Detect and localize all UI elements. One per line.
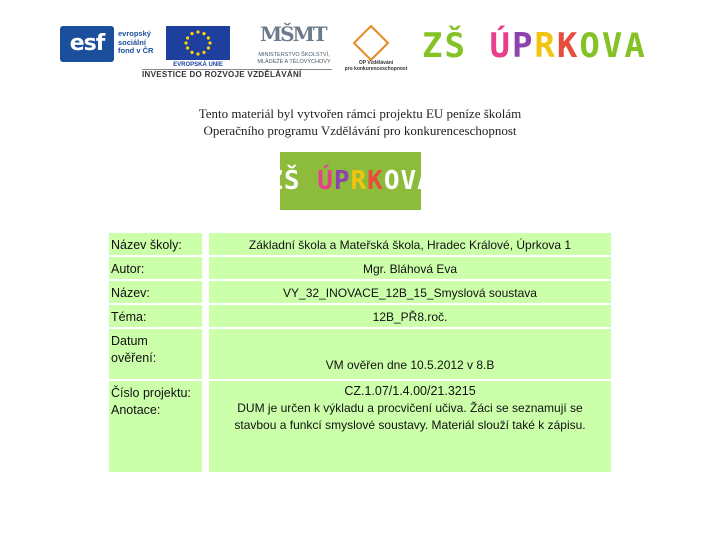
esf-line: evropský [118, 29, 151, 38]
verification-date-label [109, 329, 202, 379]
green-logo-letter: P [333, 166, 351, 196]
table-row [109, 381, 611, 472]
brand-letter: Ú [489, 26, 512, 66]
table-row [109, 257, 611, 279]
school-logo-box [267, 152, 434, 210]
msmt-text [254, 52, 334, 66]
verification-date-label-line: ověření: [111, 351, 157, 365]
green-logo-letter [301, 166, 318, 196]
eu-logo [166, 26, 230, 74]
title-value: VY_32_INOVACE_12B_15_Smyslová soustava [209, 281, 611, 303]
op-text [340, 60, 412, 72]
project-number-label: Číslo projektu: [111, 386, 191, 400]
op-line: pro konkurenceschopnost [344, 66, 408, 72]
green-logo-letter: Z [267, 166, 284, 196]
green-logo-letter: R [350, 166, 368, 196]
table-row [109, 329, 611, 379]
green-logo-letter: K [367, 166, 384, 196]
esf-logo [60, 26, 160, 72]
eu-flag-icon [166, 26, 230, 60]
table-row [109, 281, 611, 303]
verification-date-label-line: Datum [111, 334, 148, 348]
school-name-value: Základní škola a Mateřská škola, Hradec Králové, Úprkova 1 [209, 233, 611, 255]
msmt-logo [254, 22, 334, 72]
esf-line: fond v ČR [118, 46, 154, 55]
school-brand-logo [422, 26, 647, 66]
intro-line-1: Tento materiál byl vytvořen rámci projektu EU peníze školám [198, 106, 522, 121]
eu-caption: EVROPSKÁ UNIE [173, 62, 223, 68]
brand-letter: Z [422, 26, 445, 66]
green-logo-letter: Š [283, 166, 301, 196]
esf-text [118, 30, 153, 56]
esf-line: sociální [118, 37, 146, 47]
intro-text [150, 105, 570, 139]
msmt-line: MLÁDEŽE A TĚLOVÝCHOVY [257, 59, 331, 65]
info-table [109, 233, 611, 474]
verification-date-value: VM ověřen dne 10.5.2012 v 8.B [209, 329, 611, 379]
author-label: Autor: [109, 257, 202, 279]
green-logo-letter: O [383, 166, 401, 196]
annotation-label: Anotace: [111, 403, 161, 417]
project-annotation-values [209, 381, 611, 472]
title-label: Název: [109, 281, 202, 303]
brand-letter: V [601, 26, 625, 66]
brand-letter [467, 26, 489, 66]
brand-letter: P [511, 26, 535, 66]
logo-strip [58, 22, 658, 84]
brand-letter: A [624, 26, 647, 66]
project-number-value: CZ.1.07/1.4.00/21.3215 [344, 384, 476, 398]
author-value: Mgr. Bláhová Eva [209, 257, 611, 279]
green-logo-letter: Ú [317, 166, 334, 196]
table-row [109, 305, 611, 327]
msmt-mark: MŠMT [260, 22, 326, 46]
brand-letter: O [579, 26, 602, 66]
op-logo [340, 30, 412, 70]
school-name-label: Název školy: [109, 233, 202, 255]
esf-mark: esf [60, 26, 114, 62]
topic-value: 12B_PŘ8.roč. [209, 305, 611, 327]
table-row [109, 233, 611, 255]
msmt-line: MINISTERSTVO ŠKOLSTVÍ, [258, 52, 330, 58]
brand-letter: R [534, 26, 557, 66]
annotation-value: DUM je určen k výkladu a procvičení učiva. Žáci se seznamují se stavbou a funkcí smyslové soustavy. Materiál slouží také k zápisu. [234, 401, 586, 432]
brand-letter: Š [444, 26, 467, 66]
invest-text: INVESTICE DO ROZVOJE VZDĚLÁVÁNÍ [142, 70, 302, 79]
brand-letter: K [556, 26, 580, 66]
intro-line-2: Operačního programu Vzdělávání pro konkurenceschopnost [203, 123, 517, 138]
op-line: OP Vzdělávání [358, 60, 394, 66]
op-diamond-icon [353, 25, 390, 62]
green-logo-letter: V [400, 166, 418, 196]
green-logo-letter: A [417, 166, 434, 196]
project-annotation-labels [109, 381, 202, 472]
topic-label: Téma: [109, 305, 202, 327]
